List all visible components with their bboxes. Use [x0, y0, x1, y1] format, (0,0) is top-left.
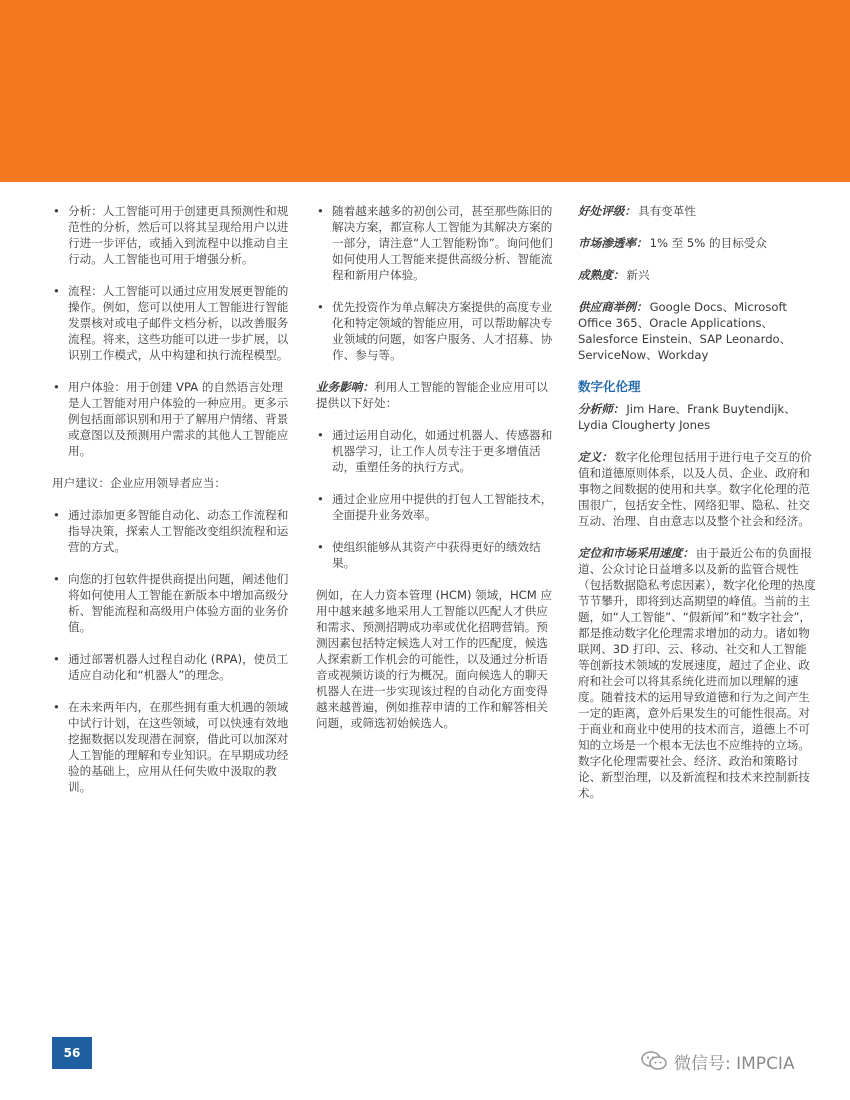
user-advice-list — [52, 507, 292, 795]
list-item: • 流程：人工智能可以通过应用发展更智能的操作。例如，您可以使用人工智能进行智能发票核对或电子邮件文档分析，以改善服务流程。将来，这些功能可以进一步扩展，以识别工作模式，从中构建和执行流程模型。 — [52, 283, 292, 363]
page-number: 56 — [52, 1037, 92, 1069]
list-item: • 通过运用自动化，如通过机器人、传感器和机器学习，让工作人员专注于更多增值活动，重塑任务的执行方式。 — [316, 427, 556, 475]
sample-vendors-value: Google Docs、Microsoft Office 365、Oracle Applications、Salesforce Einstein、SAP Leonardo、ServiceNow、Workday — [578, 300, 792, 362]
definition-label: 定义： — [578, 450, 613, 464]
business-impact-label: 业务影响： — [316, 380, 374, 394]
market-penetration — [578, 235, 818, 251]
list-item: • 通过部署机器人过程自动化 (RPA)，使员工适应自动化和“机器人”的理念。 — [52, 651, 292, 683]
list-item: • 使组织能够从其资产中获得更好的绩效结果。 — [316, 539, 556, 571]
sample-vendors — [578, 299, 818, 363]
wechat-watermark — [640, 1048, 795, 1074]
list-item: • 分析：人工智能可用于创建更具预测性和规范性的分析，然后可以将其呈现给用户以进行进一步评估，或插入到流程中以推动自主行动。人工智能也可用于增强分析。 — [52, 203, 292, 267]
list-item: • 随着越来越多的初创公司，甚至那些陈旧的解决方案，都宣称人工智能为其解决方案的一部分，请注意“人工智能粉饰”。询问他们如何使用人工智能来提供高级分析、智能流程和新用户体验。 — [316, 203, 556, 283]
list-item: • 优先投资作为单点解决方案提供的高度专业化和特定领域的智能应用，可以帮助解决专业领域的问题，如客户服务、人才招募、协作、参与等。 — [316, 299, 556, 363]
maturity-label: 成熟度： — [578, 268, 625, 282]
watermark-text: 微信号: IMPCIA — [674, 1053, 795, 1074]
analysts-label: 分析师： — [578, 402, 625, 416]
list-item: • 通过企业应用中提供的打包人工智能技术，全面提升业务效率。 — [316, 491, 556, 523]
benefit-rating-value: 具有变革性 — [637, 204, 696, 218]
list-item: • 向您的打包软件提供商提出问题，阐述他们将如何使用人工智能在新版本中增加高级分析、智能流程和高级用户体验方面的业务价值。 — [52, 571, 292, 635]
benefit-rating-label: 好处评级： — [578, 204, 636, 218]
sample-vendors-label: 供应商举例： — [578, 300, 648, 314]
positioning-label: 定位和市场采用速度： — [578, 546, 694, 560]
analysts — [578, 401, 818, 433]
benefits-list — [316, 427, 556, 571]
hcm-example-paragraph: 例如，在人力资本管理 (HCM) 领域，HCM 应用中越来越多地采用人工智能以匹配人才供应和需求、预测招聘成功率或优化招聘营销。预测因素包括特定候选人对工作的匹配度，候选人探索新工作机会的可能性，以及通过分析语音或视频访谈的行为概况。面向候选人的聊天机器人在进一步实现该过程的自动化方面变得越来越普遍，例如推荐申请的工作和解答相关问题，或筛选初始候选人。 — [316, 588, 553, 730]
column-middle — [316, 203, 556, 747]
section-title-digital-ethics: 数字化伦理 — [578, 379, 641, 394]
business-impact-paragraph — [316, 379, 556, 411]
market-penetration-label: 市场渗透率： — [578, 236, 648, 250]
definition — [578, 449, 818, 529]
maturity-value: 新兴 — [626, 268, 650, 282]
maturity — [578, 267, 818, 283]
list-item: • 在未来两年内，在那些拥有重大机遇的领域中试行计划，在这些领域，可以快速有效地挖掘数据以发现潜在洞察，借此可以加深对人工智能的理解和专业知识。在早期成功经验的基础上，应用从任何失败中汲取的教训。 — [52, 699, 292, 795]
positioning — [578, 545, 818, 801]
advice-continued-list — [316, 203, 556, 363]
column-left — [52, 203, 292, 811]
analysts-value: Jim Hare、Frank Buytendijk、Lydia Clougherty Jones — [578, 402, 796, 432]
list-item: • 通过添加更多智能自动化、动态工作流程和指导决策，探索人工智能改变组织流程和运营的方式。 — [52, 507, 292, 555]
market-penetration-value: 1% 至 5% 的目标受众 — [649, 236, 767, 250]
column-right — [578, 203, 818, 817]
wechat-icon — [640, 1050, 668, 1072]
positioning-value: 由于最近公布的负面报道、公众讨论日益增多以及新的监管合规性（包括数据隐私考虑因素），数字化伦理的热度节节攀升，即将到达高期望的峰值。当前的主题，如“人工智能”、“假新闻”和“数字社会”，都是推动数字化伦理需求增加的动力。诸如物联网、3D 打印、云、移动、社交和人工智能等创新技术领域的发展速度，超过了企业、政府和社会可以将其系统化进而加以理解的速度。随着技术的运用导致道德和行为之间产生一定的距离，意外后果发生的可能性很高。对于商业和商业中使用的技术而言，道德上不可知的立场是一个根本无法也不应维持的立场。数字化伦理需要社会、经济、政治和策略讨论、新型治理，以及新流程和技术来控制新技术。 — [578, 546, 816, 800]
user-advice-heading: 用户建议：企业应用领导者应当： — [52, 476, 226, 490]
definition-value: 数字化伦理包括用于进行电子交互的价值和道德原则体系，以及人员、企业、政府和事物之间数据的使用和共享。数字化伦理的范围很广，包括安全性、网络犯罪、隐私、社交互动、治理、自由意志以及整个社会和经济。 — [578, 450, 812, 528]
list-item: • 用户体验：用于创建 VPA 的自然语言处理是人工智能对用户体验的一种应用。更多示例包括面部识别和用于了解用户情绪、背景或意图以及预测用户需求的其他人工智能应用。 — [52, 379, 292, 459]
capabilities-list — [52, 203, 292, 459]
business-impact-text: 利用人工智能的智能企业应用可以提供以下好处： — [316, 380, 548, 410]
benefit-rating — [578, 203, 818, 219]
orange-header-banner — [0, 0, 850, 182]
